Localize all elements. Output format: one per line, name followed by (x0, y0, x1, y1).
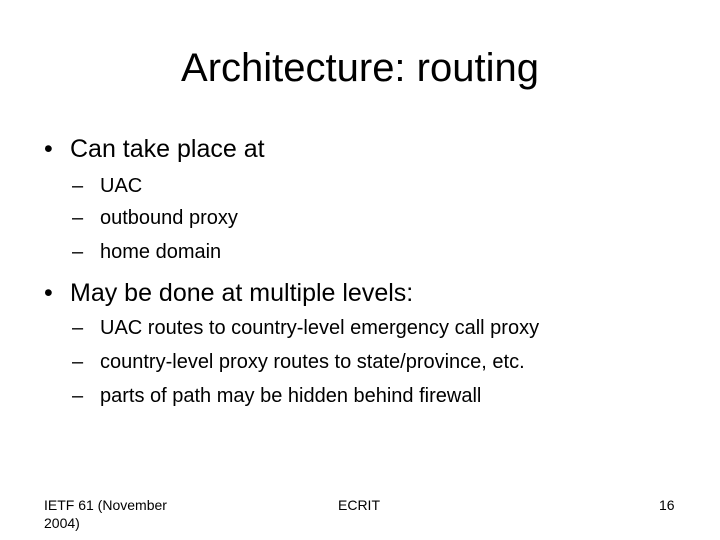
sub-bullet-item (72, 240, 221, 264)
sub-bullet-marker: – (72, 317, 84, 339)
bullet-marker: • (44, 135, 53, 163)
bullet-item (44, 278, 413, 308)
sub-bullet-text: UAC (100, 175, 143, 197)
sub-bullet-marker: – (72, 175, 84, 197)
sub-bullet-item (72, 316, 539, 340)
sub-bullet-text: UAC routes to country-level emergency call proxy (100, 317, 540, 339)
slide-title: Architecture: routing (181, 46, 539, 90)
sub-bullet-marker: – (72, 351, 84, 373)
sub-bullet-item (72, 350, 525, 374)
footer-event-line2: 2004) (44, 515, 80, 531)
sub-bullet-text: country-level proxy routes to state/province, etc. (100, 351, 525, 373)
bullet-text: Can take place at (70, 135, 265, 163)
sub-bullet-text: parts of path may be hidden behind firewall (100, 385, 482, 407)
footer-event-line1: IETF 61 (November (44, 497, 167, 513)
sub-bullet-marker: – (72, 207, 84, 229)
sub-bullet-text: home domain (100, 241, 222, 263)
sub-bullet-item (72, 206, 238, 230)
bullet-marker: • (44, 279, 53, 307)
sub-bullet-marker: – (72, 241, 84, 263)
sub-bullet-text: outbound proxy (100, 207, 238, 229)
sub-bullet-item (72, 174, 142, 198)
sub-bullet-marker: – (72, 385, 84, 407)
bullet-item (44, 134, 265, 164)
footer-left (44, 496, 167, 532)
footer-center: ECRIT (338, 497, 380, 513)
page-number: 16 (659, 497, 675, 513)
sub-bullet-item (72, 384, 481, 408)
bullet-text: May be done at multiple levels: (70, 279, 414, 307)
